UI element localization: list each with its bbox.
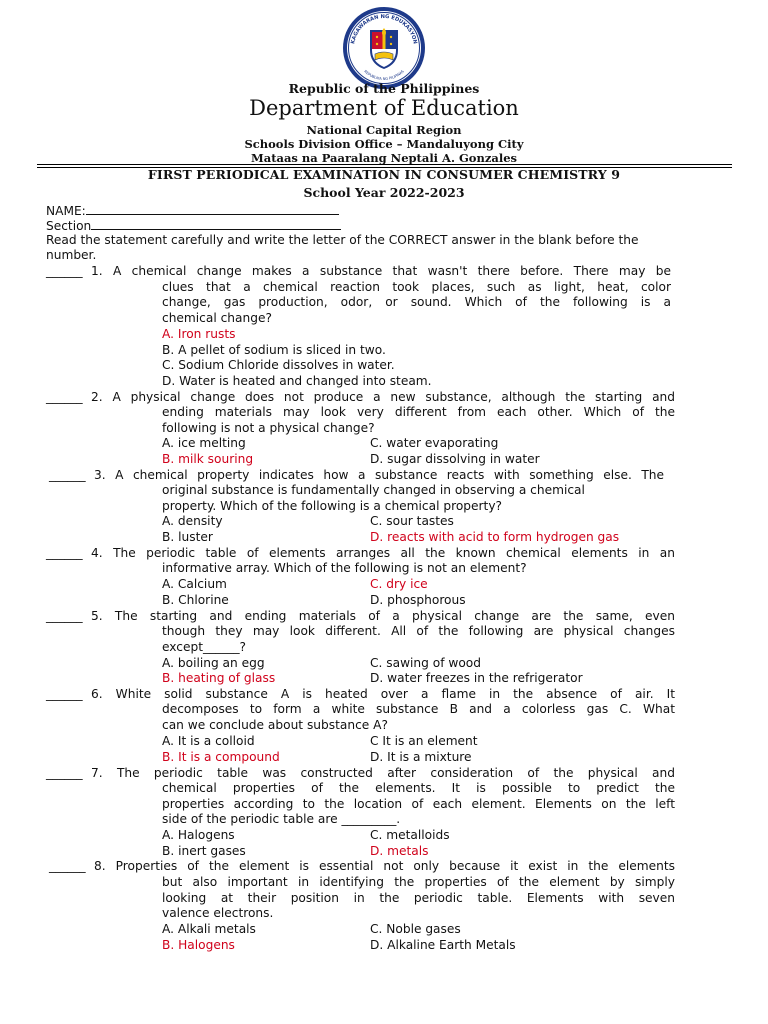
- choice: C. water evaporating: [370, 436, 499, 450]
- choice: A. Calcium: [162, 577, 227, 591]
- choice-correct: B. It is a compound: [162, 750, 280, 764]
- section-field[interactable]: [46, 218, 341, 234]
- answer-blank[interactable]: ______: [46, 766, 83, 780]
- choice: D. water freezes in the refrigerator: [370, 671, 583, 685]
- choice: C. sawing of wood: [370, 656, 482, 670]
- question-stem: clues that a chemical reaction took places, such as light, heat, color: [162, 280, 671, 294]
- question-stem: looking at their position in the periodic table. Elements with seven: [162, 891, 675, 905]
- choice-correct: D. metals: [370, 844, 429, 858]
- choice: C. Noble gases: [370, 922, 461, 936]
- choice: A. Alkali metals: [162, 922, 256, 936]
- choice-correct: B. heating of glass: [162, 671, 276, 685]
- choice: C It is an element: [370, 734, 478, 748]
- choice: A. boiling an egg: [162, 656, 265, 670]
- question-stem: except______?: [162, 640, 247, 654]
- choice: C. metalloids: [370, 828, 450, 842]
- header-division: Schools Division Office – Mandaluyong City: [244, 137, 524, 151]
- choice: B. luster: [162, 530, 213, 544]
- instructions-line: number.: [46, 248, 97, 262]
- choice-correct: C. dry ice: [370, 577, 428, 591]
- question-stem: chemical change?: [162, 311, 272, 325]
- answer-blank[interactable]: ______: [46, 546, 83, 560]
- header-school: Mataas na Paaralang Neptali A. Gonzales: [251, 151, 517, 165]
- question-stem: property. Which of the following is a chemical property?: [162, 499, 503, 513]
- question-stem: side of the periodic table are _________.: [162, 812, 401, 826]
- question-stem: original substance is fundamentally changed in observing a chemical: [162, 483, 585, 497]
- question-stem: 1. A chemical change makes a substance that wasn't there before. There may be: [91, 264, 671, 278]
- answer-blank[interactable]: ______: [46, 687, 83, 701]
- choice: D. Alkaline Earth Metals: [370, 938, 516, 952]
- choice-correct: B. milk souring: [162, 452, 254, 466]
- choice-correct: D. reacts with acid to form hydrogen gas: [370, 530, 620, 544]
- choice: D. phosphorous: [370, 593, 466, 607]
- answer-blank[interactable]: ______: [49, 859, 86, 873]
- answer-blank[interactable]: ______: [49, 468, 86, 482]
- choice: A. ice melting: [162, 436, 246, 450]
- question-stem: ending materials may look very different from each other. Which of the: [162, 405, 675, 419]
- header-region: National Capital Region: [306, 123, 462, 137]
- choice: B. Chlorine: [162, 593, 229, 607]
- question-stem: properties according to the location of each element. Elements on the left: [162, 797, 675, 811]
- question-stem: change, gas production, odor, or sound. Which of the following is a: [162, 295, 671, 309]
- question-stem: informative array. Which of the following is not an element?: [162, 561, 527, 575]
- section-blank-line[interactable]: [91, 218, 341, 230]
- question-stem: 7. The periodic table was constructed after consideration of the physical and: [91, 766, 675, 780]
- question-stem: chemical properties of the elements. It is possible to predict the: [162, 781, 675, 795]
- question-stem: 8. Properties of the element is essential not only because it exist in the elements: [94, 859, 675, 873]
- question-stem: though they may look different. All of the following are physical changes: [162, 624, 675, 638]
- question-stem: but also important in identifying the properties of the element by simply: [162, 875, 675, 889]
- choice: A. density: [162, 514, 223, 528]
- question-stem: 5. The starting and ending materials of a physical change are the same, even: [91, 609, 675, 623]
- question-stem: 4. The periodic table of elements arranges all the known chemical elements in an: [91, 546, 675, 560]
- header-divider: [37, 164, 732, 165]
- exam-title: FIRST PERIODICAL EXAMINATION IN CONSUMER CHEMISTRY 9: [147, 167, 621, 182]
- choice: B. inert gases: [162, 844, 246, 858]
- name-field[interactable]: [46, 203, 339, 219]
- choice: D. sugar dissolving in water: [370, 452, 540, 466]
- question-stem: can we conclude about substance A?: [162, 718, 388, 732]
- header-department: Department of Education: [249, 96, 519, 120]
- question-stem: following is not a physical change?: [162, 421, 375, 435]
- instructions-line: Read the statement carefully and write the letter of the CORRECT answer in the blank before the: [46, 233, 639, 247]
- choice: A. It is a colloid: [162, 734, 255, 748]
- answer-blank[interactable]: ______: [46, 609, 83, 623]
- choice: D. Water is heated and changed into steam.: [162, 374, 432, 388]
- name-blank-line[interactable]: [86, 203, 339, 215]
- question-stem: decomposes to form a white substance B and a colorless gas C. What: [162, 702, 675, 716]
- question-stem: 2. A physical change does not produce a new substance, although the starting and: [91, 390, 675, 404]
- answer-blank[interactable]: ______: [46, 390, 83, 404]
- choice-correct: B. Halogens: [162, 938, 235, 952]
- answer-blank[interactable]: ______: [46, 264, 83, 278]
- choice: A. Halogens: [162, 828, 235, 842]
- choice: D. It is a mixture: [370, 750, 472, 764]
- section-label: Section: [46, 219, 92, 233]
- deped-seal-logo: [342, 6, 426, 90]
- choice: B. A pellet of sodium is sliced in two.: [162, 343, 386, 357]
- svg-text:REPUBLIKA NG PILIPINAS: REPUBLIKA NG PILIPINAS: [363, 69, 405, 82]
- name-label: NAME:: [46, 204, 86, 218]
- choice-correct: A. Iron rusts: [162, 327, 236, 341]
- school-year: School Year 2022-2023: [303, 185, 465, 200]
- svg-text:KAGAWARAN NG EDUKASYON: KAGAWARAN NG EDUKASYON: [350, 13, 418, 45]
- choice: C. Sodium Chloride dissolves in water.: [162, 358, 395, 372]
- choice: C. sour tastes: [370, 514, 454, 528]
- question-stem: 6. White solid substance A is heated over a flame in the absence of air. It: [91, 687, 675, 701]
- header-republic: Republic of the Philippines: [288, 81, 480, 96]
- question-stem: valence electrons.: [162, 906, 274, 920]
- question-stem: 3. A chemical property indicates how a substance reacts with something else. The: [94, 468, 664, 482]
